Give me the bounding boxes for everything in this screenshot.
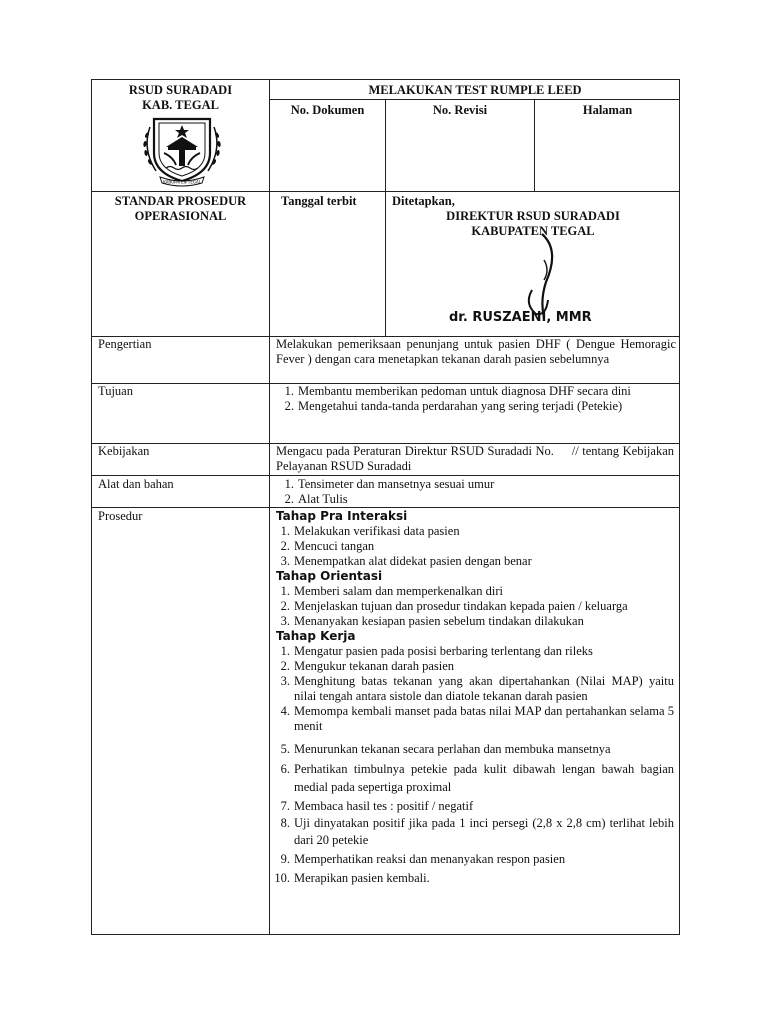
list-item: 2. Mengetahui tanda-tanda perdarahan yang sering terjadi (Petekie): [284, 399, 623, 413]
list-item: 1. Memberi salam dan memperkenalkan diri: [280, 584, 503, 598]
section-title: Tahap Kerja: [276, 629, 356, 643]
list-item: 2. Mencuci tangan: [280, 539, 375, 553]
list-item: 1. Tensimeter dan mansetnya sesuai umur: [284, 477, 495, 491]
section-title: Tahap Pra Interaksi: [276, 509, 408, 523]
grid-line: [92, 507, 680, 508]
list-item: 2. Menjelaskan tujuan dan prosedur tindakan kepada paien / keluarga: [280, 599, 628, 613]
hospital-region: KAB. TEGAL: [142, 98, 219, 112]
list-item: 5. Menurunkan tekanan secara perlahan dan membuka mansetnya: [280, 742, 611, 756]
emblem-banner-text: KABUPATEN TEGAL: [163, 179, 201, 185]
list-item: 7. Membaca hasil tes : positif / negatif: [280, 799, 474, 813]
pengertian-label: Pengertian: [98, 337, 152, 351]
col-no-dokumen: No. Dokumen: [290, 103, 365, 117]
list-item: 3. Menanyakan kesiapan pasien sebelum tindakan dilakukan: [280, 614, 584, 628]
document-title: MELAKUKAN TEST RUMPLE LEED: [368, 83, 582, 97]
signer-name: dr. RUSZAENI, MMR: [449, 310, 592, 325]
prosedur-content: [272, 509, 674, 888]
grid-line: [270, 99, 680, 100]
list-item: 3. Menghitung batas tekanan yang akan dipertahankan (Nilai MAP) yaitu nilai tengah antara sistole dan diatole tekanan darah pasien: [280, 674, 674, 703]
list-item: 4. Memompa kembali manset pada batas nilai MAP dan pertahankan selama 5 menit: [280, 704, 674, 733]
grid-line: [92, 475, 680, 476]
list-item: 2. Alat Tulis: [284, 492, 348, 506]
list-item: 10. Merapikan pasien kembali.: [274, 871, 430, 885]
list-item: 6. Perhatikan timbulnya petekie pada kulit dibawah lengan bawah bagian medial pada sepertiga proximal: [280, 762, 674, 794]
pengertian-text: Melakukan pemeriksaan penunjang untuk pasien DHF ( Dengue Hemoragic Fever ) dengan cara menetapkan tekanan darah pasien sebelumnya: [276, 337, 676, 366]
col-no-revisi: No. Revisi: [432, 103, 488, 117]
list-item: 9. Memperhatikan reaksi dan menanyakan respon pasien: [280, 852, 566, 866]
list-item: 1. Mengatur pasien pada posisi berbaring terlentang dan rileks: [280, 644, 593, 658]
sop-document: [91, 79, 680, 935]
list-item: 3. Menempatkan alat didekat pasien dengan benar: [280, 554, 532, 568]
regency-emblem-icon: [138, 113, 226, 187]
kebijakan-text: Mengacu pada Peraturan Direktur RSUD Suradadi No. // tentang Kebijakan Pelayanan RSUD Suradadi: [276, 444, 678, 473]
kebijakan-label: Kebijakan: [98, 444, 150, 458]
alat-list: [276, 477, 674, 507]
sop-label-2: OPERASIONAL: [134, 209, 227, 223]
tujuan-list: [276, 384, 674, 414]
tujuan-label: Tujuan: [98, 384, 133, 398]
tanggal-terbit-label: Tanggal terbit: [281, 194, 357, 208]
signature-icon: [502, 230, 582, 322]
grid-line: [269, 80, 270, 935]
list-item: 1. Membantu memberikan pedoman untuk diagnosa DHF secara dini: [284, 384, 631, 398]
grid-line: [92, 191, 680, 192]
list-item: 1. Melakukan verifikasi data pasien: [280, 524, 460, 538]
alat-label: Alat dan bahan: [98, 477, 174, 491]
list-item: 2. Mengukur tekanan darah pasien: [280, 659, 455, 673]
prosedur-label: Prosedur: [98, 509, 143, 523]
director-title: DIREKTUR RSUD SURADADI: [446, 209, 620, 223]
sop-label: STANDAR PROSEDUR: [114, 194, 247, 208]
list-item: 8. Uji dinyatakan positif jika pada 1 inci persegi (2,8 x 2,8 cm) terlihat lebih dari 20 petekie: [280, 816, 674, 847]
section-title: Tahap Orientasi: [276, 569, 383, 583]
col-halaman: Halaman: [582, 103, 633, 117]
ditetapkan-label: Ditetapkan,: [392, 194, 455, 208]
director-region: KABUPATEN TEGAL: [471, 224, 595, 238]
hospital-name: RSUD SURADADI: [128, 83, 233, 97]
